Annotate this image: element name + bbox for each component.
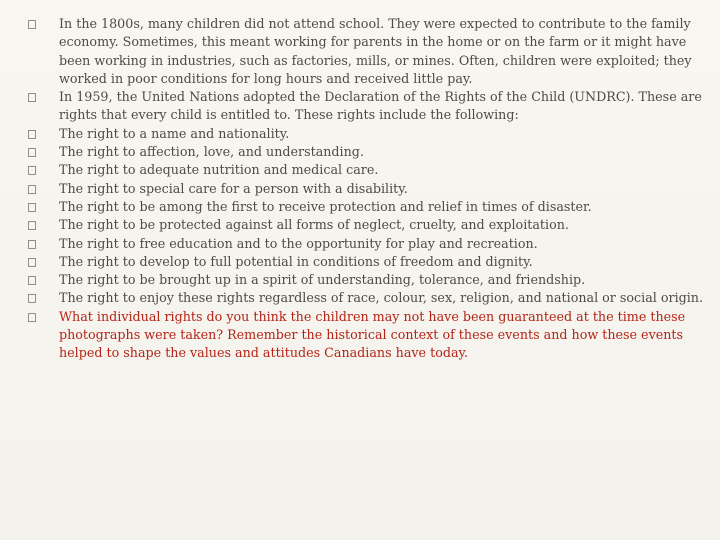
bullet-item — [28, 143, 712, 161]
bullet-text: The right to affection, love, and understanding. — [59, 144, 364, 160]
square-bullet-icon — [28, 20, 36, 29]
bullet-item — [28, 125, 712, 143]
square-bullet-icon — [28, 185, 36, 194]
square-bullet-icon — [28, 313, 36, 322]
bullet-item — [28, 88, 712, 125]
square-bullet-icon — [28, 130, 36, 139]
square-bullet-icon — [28, 276, 36, 285]
bullet-item — [28, 198, 712, 216]
bullet-text: The right to a name and nationality. — [59, 125, 290, 141]
bullet-text: The right to develop to full potential in conditions of freedom and dignity. — [59, 253, 533, 269]
bullet-text: The right to be among the first to receive protection and relief in times of disaster. — [59, 198, 592, 214]
bullet-item — [28, 289, 712, 307]
bullet-item — [28, 235, 712, 253]
bullet-item — [28, 15, 712, 88]
bullet-text: The right to enjoy these rights regardless of race, colour, sex, religion, and national or social origin. — [59, 290, 704, 306]
square-bullet-icon — [28, 221, 36, 230]
square-bullet-icon — [28, 258, 36, 267]
bullet-item — [28, 180, 712, 198]
square-bullet-icon — [28, 166, 36, 175]
bullet-text: The right to free education and to the opportunity for play and recreation. — [59, 235, 538, 251]
bullet-text: The right to be brought up in a spirit of understanding, tolerance, and friendship. — [59, 272, 586, 288]
square-bullet-icon — [28, 240, 36, 249]
bullet-text: The right to special care for a person with a disability. — [59, 180, 408, 196]
bullet-item — [28, 161, 712, 179]
bullet-item — [28, 216, 712, 234]
question-bullet-item — [28, 308, 712, 363]
square-bullet-icon — [28, 203, 36, 212]
bullet-item — [28, 271, 712, 289]
bullet-text: In the 1800s, many children did not attend school. They were expected to contribute to the family economy. Sometimes, this meant working for parents in the home or on the farm or it might have been working in industries, such as factories, mills, or mines. Often, children were exploited; they worked in poor conditions for long hours and received little pay. — [59, 16, 692, 86]
square-bullet-icon — [28, 294, 36, 303]
bullet-text: In 1959, the United Nations adopted the Declaration of the Rights of the Child (UNDRC). These are rights that every child is entitled to. These rights include the following: — [59, 89, 702, 123]
bullet-item — [28, 253, 712, 271]
question-text: What individual rights do you think the children may not have been guaranteed at the time these photographs were taken? Remember the historical context of these events and how these events helped to shape the values and attitudes Canadians have today. — [59, 308, 686, 361]
bullet-text: The right to adequate nutrition and medical care. — [59, 162, 379, 178]
square-bullet-icon — [28, 93, 36, 102]
bullet-text: The right to be protected against all forms of neglect, cruelty, and exploitation. — [59, 217, 569, 233]
bullet-list — [28, 15, 712, 363]
square-bullet-icon — [28, 148, 36, 157]
